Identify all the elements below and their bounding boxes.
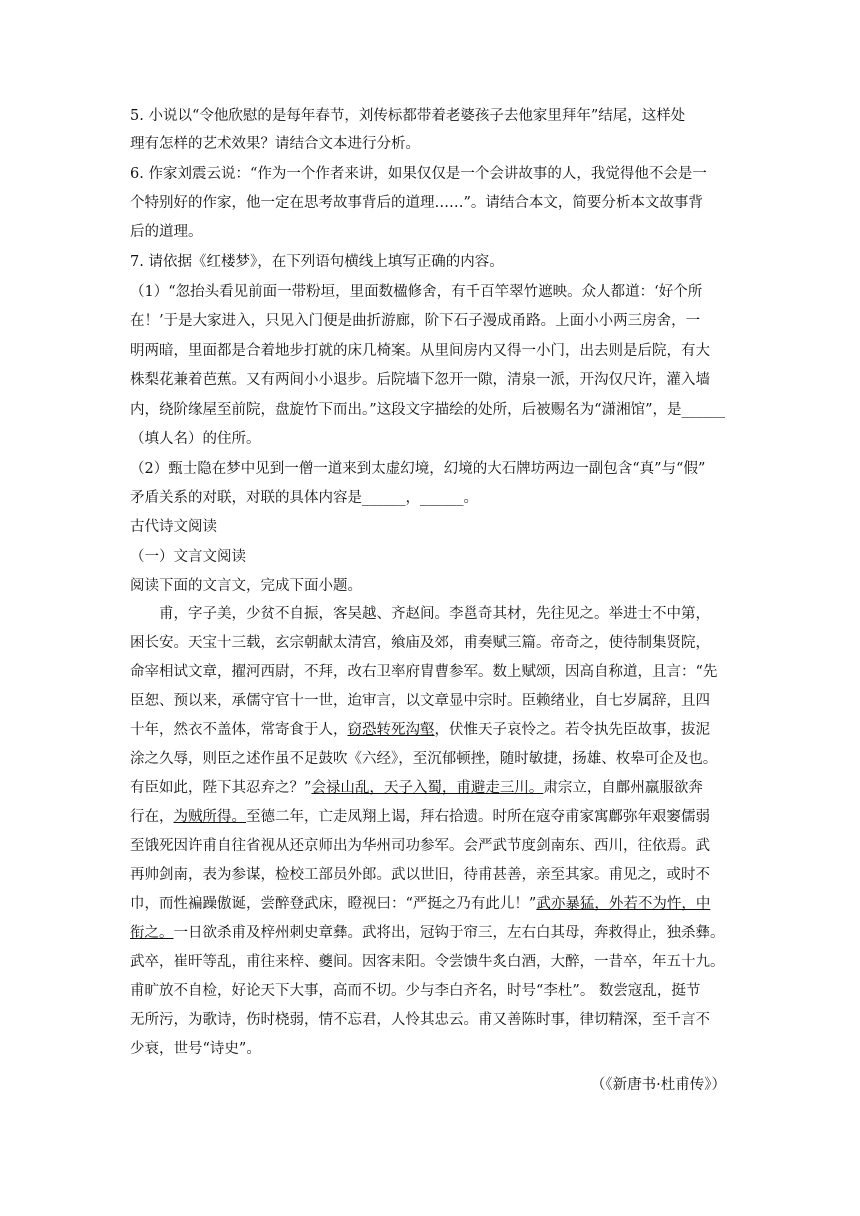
question-7-2-line-1: （2）甄士隐在梦中见到一僧一道来到太虚幻境，幻境的大石牌坊两边一副包含“真”与“假”: [130, 461, 706, 477]
question-7-1-line-6: （填人名）的住所。: [130, 431, 261, 447]
passage-text: 十年，然衣不盖体，常寄食于人，: [130, 722, 348, 738]
passage-line-3: 命宰相试文章，擢河西尉，不拜，改右卫率府胄曹参军。数上赋颂，因高自称道，且言：“先: [130, 664, 718, 680]
question-5-line-1: 5. 小说以“令他欣慰的是每年春节，刘传标都带着老婆孩子去他家里拜年”结尾，这样处: [130, 108, 686, 124]
passage-line-11: [130, 894, 730, 914]
passage-text: 至饿死因许甫自往省视从还京师出为华州司功参军。: [130, 838, 464, 854]
passage-line-7: [130, 778, 730, 798]
passage-text: 行在，: [130, 809, 174, 825]
subsection-title: （一）文言文阅读: [130, 549, 246, 565]
question-7-2-line-2: 矛盾关系的对联，对联的具体内容是______，______。: [130, 490, 478, 506]
passage-line-6: 涂之久辱，则臣之述作虽不足鼓吹《六经》，至沉郁顿挫，随时敏捷，扬雄、枚皋可企及也。: [130, 751, 718, 767]
question-5-line-2: 理有怎样的艺术效果？请结合文本进行分析。: [130, 136, 420, 152]
question-7-1-line-3: 明两暗，里面都是合着地步打就的床几椅案。从里间房内又得一小门，出去则是后院，有大: [130, 343, 710, 359]
passage-line-8: [130, 807, 730, 827]
underlined-sentence-4: 武亦暴猛，外若不为忤，中: [536, 896, 711, 912]
passage-text: ，伏惟天子哀怜之。若令执先臣故事，拔泥: [434, 722, 710, 738]
passage-line-14: 甫旷放不自检，好论天下大事，高而不切。少与李白齐名，时号“李杜”。 数尝寇乱，挺节: [130, 983, 701, 999]
section-title: 古代诗文阅读: [130, 519, 217, 535]
passage-text: 一日欲杀甫及梓州刺史章彝。武将出，冠钩于帘三，左右白其母，奔救得止，独杀彝。: [173, 925, 725, 941]
passage-text: 有臣如此，陛下其忍弃之？”: [130, 780, 312, 796]
underlined-sentence-2: 会禄山乱，天子入蜀，甫避走三川。: [311, 780, 544, 796]
passage-text: 巾，而性褊躁傲诞，尝醉登武床，瞪视曰：“严挺之乃有此儿！”: [130, 896, 537, 912]
question-6-line-3: 后的道理。: [130, 224, 203, 240]
question-6-line-2: 个特别好的作家，他一定在思考故事背后的道理……”。请结合本文，简要分析本文故事背: [130, 195, 703, 211]
question-7-1-line-1: （1）“忽抬头看见前面一带粉垣，里面数楹修舍，有千百竿翠竹遮映。众人都道：‘好个所: [130, 284, 703, 300]
question-7-1-line-5: 内，绕阶缘屋至前院，盘旋竹下而出。”这段文字描绘的处所，后被赐名为“潇湘馆”，是______: [130, 402, 725, 418]
passage-line-16: 少衰，世号“诗史”。: [130, 1041, 261, 1057]
passage-line-1: 甫，字子美，少贫不自振，客吴越、齐赵间。李邕奇其材，先往见之。举进士不中第，: [159, 606, 710, 622]
passage-line-9: [130, 836, 730, 856]
question-7-1-line-4: 株梨花兼着芭蕉。又有两间小小退步。后院墙下忽开一隙，清泉一派，开沟仅尺许，灌入墙: [130, 372, 710, 388]
passage-line-2: 困长安。天宝十三载，玄宗朝献太清宫，飨庙及郊，甫奏赋三篇。帝奇之，使待制集贤院，: [130, 635, 710, 651]
underlined-sentence-4-end: 衔之。: [130, 925, 174, 941]
passage-line-13: 武卒，崔旰等乱，甫往来梓、夔间。因客耒阳。令尝馈牛炙白酒，大醉，一昔卒，年五十九。: [130, 954, 725, 970]
passage-line-15: 无所污，为歌诗，伤时桡弱，情不忘君，人怜其忠云。甫又善陈时事，律切精深，至千言不: [130, 1012, 710, 1028]
question-7-title: 7. 请依据《红楼梦》，在下列语句横线上填写正确的内容。: [130, 254, 504, 270]
passage-text: 会严武节度剑南东、西川，往依焉。武: [463, 838, 710, 854]
passage-line-5: [130, 720, 730, 740]
question-7-1-line-2: 在！’于是大家进入，只见入门便是曲折游廊，阶下石子漫成甬路。上面小小两三房舍，一: [130, 313, 701, 329]
passage-text: 至德二年，亡走凤翔上谒，拜右拾遗。时所在寇夺甫家寓鄜弥年艰窭儒弱: [246, 809, 710, 825]
reading-instruction: 阅读下面的文言文，完成下面小题。: [130, 578, 362, 594]
passage-text: 肃宗立，自鄜州羸服欲奔: [543, 780, 703, 796]
passage-line-12: [130, 923, 730, 943]
underlined-sentence-3: 为贼所得。: [173, 809, 246, 825]
question-6-line-1: 6. 作家刘震云说：“作为一个作者来讲，如果仅仅是一个会讲故事的人，我觉得他不会是一: [130, 166, 707, 182]
passage-line-10: 再帅剑南，表为参谋，检校工部员外郎。武以世旧，待甫甚善，亲至其家。甫见之，或时不: [130, 867, 710, 883]
source-citation: （《新唐书·杜甫传》）: [590, 1077, 726, 1093]
underlined-sentence-1: 窃恐转死沟壑: [347, 722, 435, 738]
passage-line-4: 臣恕、预以来，承儒守官十一世，迨审言，以文章显中宗时。臣赖绪业，自七岁属辞，且四: [130, 693, 710, 709]
